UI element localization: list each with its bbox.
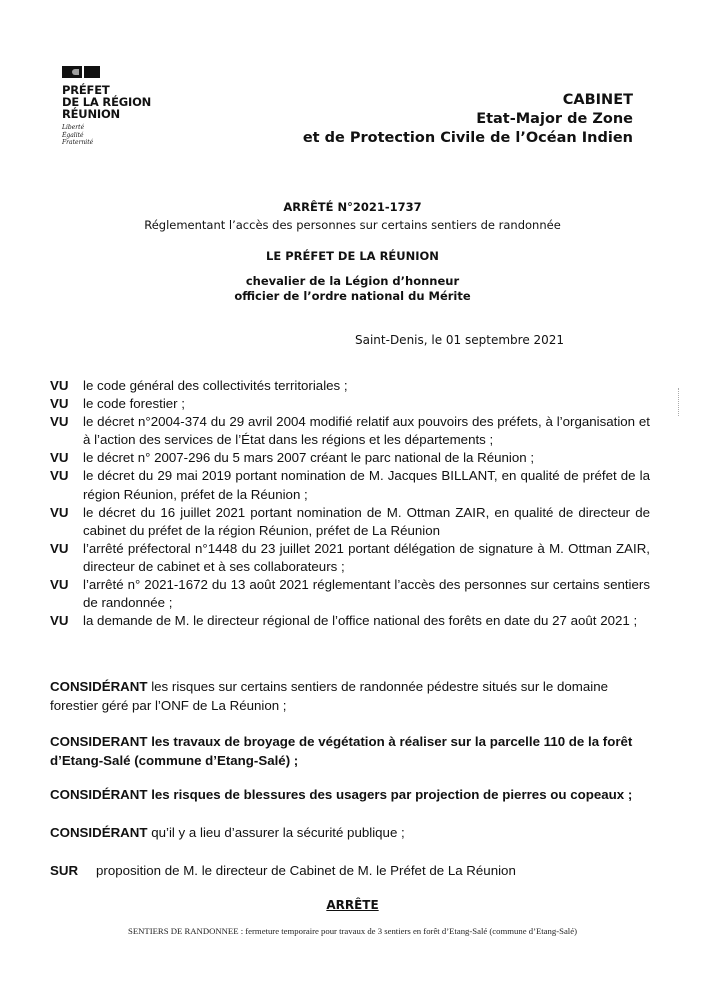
vu-item: VU le décret n° 2007-296 du 5 mars 2007 créant le parc national de la Réunion ;	[50, 450, 535, 466]
footer-note: SENTIERS DE RANDONNEE : fermeture temporaire pour travaux de 3 sentiers en forêt d’Etang-Salé (commune d’Etang-Salé)	[128, 926, 577, 936]
place-date: Saint-Denis, le 01 septembre 2021	[355, 333, 565, 347]
vu-item: VU l’arrêté préfectoral n°1448 du 23 juillet 2021 portant délégation de signature à M. Ottman ZAIR, directeur de cabinet et à ses collaborateurs ;	[50, 540, 650, 574]
sur-proposition: SUR proposition de M. le directeur de Cabinet de M. le Préfet de La Réunion	[50, 863, 516, 878]
decree-subject: Réglementant l’accès des personnes sur certains sentiers de randonnée	[144, 218, 561, 232]
considerant-3: CONSIDÉRANT les risques de blessures des usagers par projection de pierres ou copeaux ;	[50, 787, 633, 802]
department-header: CABINET Etat-Major de Zone et de Protection Civile de l’Océan Indien	[302, 92, 633, 146]
vu-item: VU le code général des collectivités territoriales ;	[50, 378, 348, 393]
prefecture-logo	[62, 66, 151, 147]
arrete-heading: ARRÊTE	[326, 898, 379, 912]
republic-motto: Liberté Égalité Fraternité	[62, 124, 94, 146]
vu-item: VU le décret du 29 mai 2019 portant nomination de M. Jacques BILLANT, en qualité de préfet de la région Réunion, préfet de la Réunion ;	[50, 468, 650, 502]
vu-item: VU la demande de M. le directeur régional de l’office national des forêts en date du 27 août 2021 ;	[50, 613, 638, 629]
vu-item: VU le décret n°2004-374 du 29 avril 2004 modifié relatif aux pouvoirs des préfets, à l’organisation et à l’action des services de l’État dans les régions et les départements ;	[50, 414, 650, 448]
considerant-2: CONSIDERANT les travaux de broyage de végétation à réaliser sur la parcelle 110 de la forêt d’Etang-Salé (commune d’Etang-Salé) ;	[50, 734, 633, 768]
vu-list	[50, 377, 650, 630]
considerant-4: CONSIDÉRANT qu’il y a lieu d’assurer la sécurité publique ;	[50, 825, 405, 840]
vu-item: VU l’arrêté n° 2021-1672 du 13 août 2021 réglementant l’accès des personnes sur certains sentiers de randonnée ;	[50, 577, 650, 611]
vu-item: VU le code forestier ;	[50, 396, 185, 412]
decree-number: ARRÊTÉ N°2021-1737	[283, 200, 422, 214]
marianne-icon	[62, 66, 102, 78]
authority-honors: chevalier de la Légion d’honneur officier de l’ordre national du Mérite	[234, 274, 471, 303]
considerant-1: CONSIDÉRANT les risques sur certains sentiers de randonnée pédestre situés sur le domaine forestier géré par l’ONF de La Réunion ;	[50, 679, 608, 713]
issuing-authority: PRÉFET DE LA RÉGION RÉUNION	[62, 83, 152, 121]
authority-title: LE PRÉFET DE LA RÉUNION	[266, 249, 439, 263]
vu-item: VU le décret du 16 juillet 2021 portant nomination de M. Ottman ZAIR, en qualité de directeur de cabinet du préfet de la région Réunion, préfet de La Réunion	[50, 504, 650, 538]
scan-artifact	[678, 388, 681, 416]
